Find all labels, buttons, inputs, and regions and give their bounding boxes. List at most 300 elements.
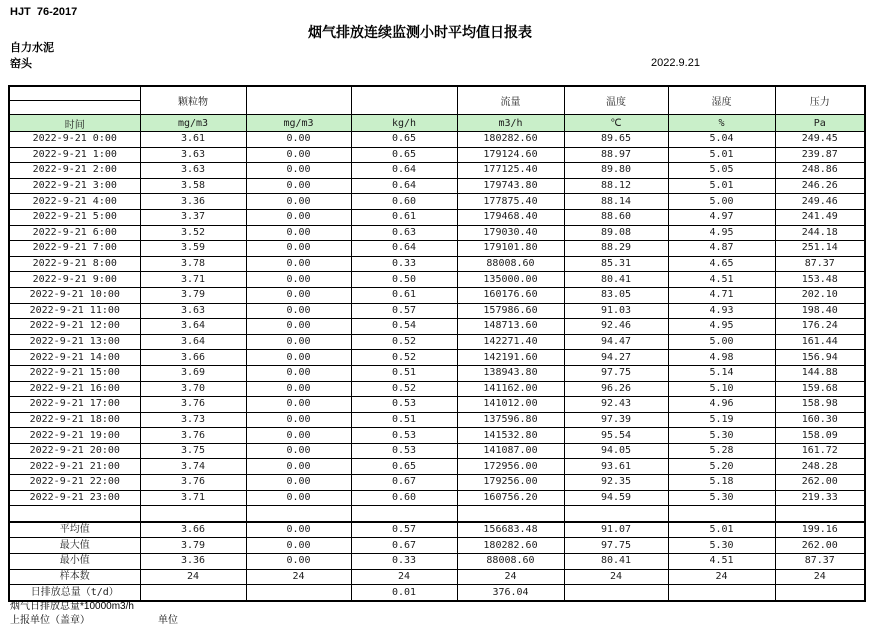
cell-value: 3.69 xyxy=(140,365,246,381)
cell-value: 0.00 xyxy=(246,256,351,272)
cell-value: 91.03 xyxy=(564,303,668,319)
cell-value: 135000.00 xyxy=(457,272,564,288)
cell-value: 4.71 xyxy=(668,287,775,303)
cell-value: 0.51 xyxy=(351,365,457,381)
cell-value: 80.41 xyxy=(564,554,668,570)
header-corner-cell xyxy=(9,86,140,115)
cell-time: 2022-9-21 9:00 xyxy=(9,272,140,288)
cell-value: 0.67 xyxy=(351,538,457,554)
table-row xyxy=(9,163,865,179)
table-row xyxy=(9,365,865,381)
cell-value: 0.00 xyxy=(246,475,351,491)
cell-value: 179743.80 xyxy=(457,178,564,194)
cell-value: 141532.80 xyxy=(457,428,564,444)
cell-value: 92.46 xyxy=(564,319,668,335)
cell-value: 179124.60 xyxy=(457,147,564,163)
cell-value: 88008.60 xyxy=(457,554,564,570)
cell-time: 2022-9-21 8:00 xyxy=(9,256,140,272)
cell-value: 179030.40 xyxy=(457,225,564,241)
cell-value: 0.00 xyxy=(246,334,351,350)
cell-time: 2022-9-21 23:00 xyxy=(9,490,140,506)
table-row xyxy=(9,459,865,475)
cell-value: 4.51 xyxy=(668,272,775,288)
cell-time: 2022-9-21 11:00 xyxy=(9,303,140,319)
cell-value: 172956.00 xyxy=(457,459,564,475)
table-row xyxy=(9,256,865,272)
header-blank-2 xyxy=(351,86,457,115)
cell-value: 198.40 xyxy=(775,303,865,319)
cell-value: 0.00 xyxy=(246,350,351,366)
header-particulate: 颗粒物 xyxy=(140,86,246,115)
cell-value: 3.78 xyxy=(140,256,246,272)
cell-time: 2022-9-21 2:00 xyxy=(9,163,140,179)
cell-value: 87.37 xyxy=(775,256,865,272)
cell-value: 251.14 xyxy=(775,241,865,257)
cell-value: 89.65 xyxy=(564,132,668,148)
cell-value: 0.52 xyxy=(351,334,457,350)
cell-value: 88008.60 xyxy=(457,256,564,272)
cell-value: 3.76 xyxy=(140,428,246,444)
cell-value: 0.52 xyxy=(351,350,457,366)
table-row xyxy=(9,381,865,397)
cell-time: 2022-9-21 10:00 xyxy=(9,287,140,303)
spacer-cell xyxy=(775,506,865,522)
cell-value: 4.87 xyxy=(668,241,775,257)
cell-value: 262.00 xyxy=(775,538,865,554)
cell-value: 4.95 xyxy=(668,319,775,335)
cell-time: 2022-9-21 3:00 xyxy=(9,178,140,194)
cell-value xyxy=(775,585,865,601)
summary-label: 最大值 xyxy=(9,538,140,554)
cell-value: 141012.00 xyxy=(457,397,564,413)
header-corner-bottom xyxy=(10,101,140,114)
cell-value: 179101.80 xyxy=(457,241,564,257)
cell-time: 2022-9-21 15:00 xyxy=(9,365,140,381)
table-row xyxy=(9,334,865,350)
cell-value: 0.33 xyxy=(351,256,457,272)
report-table xyxy=(8,85,866,602)
cell-value: 0.00 xyxy=(246,459,351,475)
standard-code: HJT 76-2017 xyxy=(10,6,78,18)
cell-value: 5.00 xyxy=(668,334,775,350)
cell-value: 0.65 xyxy=(351,459,457,475)
cell-value: 4.51 xyxy=(668,554,775,570)
table-row xyxy=(9,443,865,459)
cell-value: 158.98 xyxy=(775,397,865,413)
cell-value: 4.65 xyxy=(668,256,775,272)
cell-value: 5.19 xyxy=(668,412,775,428)
cell-time: 2022-9-21 12:00 xyxy=(9,319,140,335)
cell-value: 0.57 xyxy=(351,303,457,319)
cell-time: 2022-9-21 18:00 xyxy=(9,412,140,428)
cell-value: 80.41 xyxy=(564,272,668,288)
cell-value: 180282.60 xyxy=(457,538,564,554)
cell-value: 3.74 xyxy=(140,459,246,475)
page-title: 烟气排放连续监测小时平均值日报表 xyxy=(308,24,532,40)
cell-value: 0.65 xyxy=(351,147,457,163)
cell-value: 3.36 xyxy=(140,554,246,570)
header-flow: 流量 xyxy=(457,86,564,115)
cell-value: 89.08 xyxy=(564,225,668,241)
table-row xyxy=(9,554,865,570)
cell-value: 248.28 xyxy=(775,459,865,475)
cell-value: 0.00 xyxy=(246,132,351,148)
table-row xyxy=(9,178,865,194)
spacer-cell xyxy=(140,506,246,522)
cell-value: 3.79 xyxy=(140,287,246,303)
cell-value: 0.67 xyxy=(351,475,457,491)
cell-value: 5.01 xyxy=(668,178,775,194)
cell-value: 5.00 xyxy=(668,194,775,210)
cell-value: 246.26 xyxy=(775,178,865,194)
unit-percent: % xyxy=(668,115,775,132)
cell-value: 5.30 xyxy=(668,490,775,506)
cell-value: 4.97 xyxy=(668,209,775,225)
cell-value: 161.72 xyxy=(775,443,865,459)
cell-time: 2022-9-21 1:00 xyxy=(9,147,140,163)
cell-time: 2022-9-21 20:00 xyxy=(9,443,140,459)
cell-value: 0.60 xyxy=(351,490,457,506)
cell-value: 176.24 xyxy=(775,319,865,335)
cell-value: 94.05 xyxy=(564,443,668,459)
unit-mg-m3-1: mg/m3 xyxy=(140,115,246,132)
cell-value: 0.00 xyxy=(246,147,351,163)
cell-value: 5.18 xyxy=(668,475,775,491)
header-pressure: 压力 xyxy=(775,86,865,115)
cell-value: 0.54 xyxy=(351,319,457,335)
cell-time: 2022-9-21 4:00 xyxy=(9,194,140,210)
cell-value: 0.00 xyxy=(246,194,351,210)
cell-time: 2022-9-21 14:00 xyxy=(9,350,140,366)
cell-value: 249.45 xyxy=(775,132,865,148)
cell-value: 3.71 xyxy=(140,490,246,506)
cell-value xyxy=(668,585,775,601)
spacer-cell xyxy=(351,506,457,522)
table-row xyxy=(9,585,865,601)
cell-value: 4.96 xyxy=(668,397,775,413)
cell-value: 24 xyxy=(564,569,668,585)
cell-value: 3.63 xyxy=(140,163,246,179)
cell-value: 153.48 xyxy=(775,272,865,288)
summary-label: 平均值 xyxy=(9,522,140,538)
table-row xyxy=(9,272,865,288)
flue-gas-total-note: 烟气日排放总量*10000m3/h xyxy=(10,601,134,612)
cell-time: 2022-9-21 21:00 xyxy=(9,459,140,475)
cell-value: 88.60 xyxy=(564,209,668,225)
cell-value: 0.00 xyxy=(246,163,351,179)
cell-value: 5.05 xyxy=(668,163,775,179)
cell-value: 0.64 xyxy=(351,241,457,257)
cell-value: 0.53 xyxy=(351,428,457,444)
cell-value: 0.60 xyxy=(351,194,457,210)
cell-value: 0.00 xyxy=(246,397,351,413)
table-row xyxy=(9,475,865,491)
cell-value: 0.64 xyxy=(351,178,457,194)
cell-value: 24 xyxy=(668,569,775,585)
cell-value: 0.61 xyxy=(351,209,457,225)
cell-value: 239.87 xyxy=(775,147,865,163)
unit-pa: Pa xyxy=(775,115,865,132)
cell-value: 0.00 xyxy=(246,538,351,554)
cell-value: 262.00 xyxy=(775,475,865,491)
summary-label: 日排放总量（t/d） xyxy=(9,585,140,601)
cell-value: 0.61 xyxy=(351,287,457,303)
cell-value: 0.65 xyxy=(351,132,457,148)
cell-value: 94.27 xyxy=(564,350,668,366)
cell-value: 0.00 xyxy=(246,428,351,444)
cell-value: 0.00 xyxy=(246,303,351,319)
cell-value: 0.00 xyxy=(246,272,351,288)
cell-value: 92.35 xyxy=(564,475,668,491)
cell-value: 4.93 xyxy=(668,303,775,319)
cell-value: 0.00 xyxy=(246,443,351,459)
reporting-unit-label: 上报单位（盖章） xyxy=(10,615,90,626)
cell-value: 177875.40 xyxy=(457,194,564,210)
cell-value: 97.39 xyxy=(564,412,668,428)
cell-value: 24 xyxy=(351,569,457,585)
cell-value xyxy=(564,585,668,601)
table-row xyxy=(9,132,865,148)
spacer-cell xyxy=(9,506,140,522)
table-row xyxy=(9,194,865,210)
table-row xyxy=(9,412,865,428)
table-row xyxy=(9,287,865,303)
cell-value: 5.30 xyxy=(668,428,775,444)
cell-value: 179256.00 xyxy=(457,475,564,491)
cell-value: 0.00 xyxy=(246,490,351,506)
cell-value: 93.61 xyxy=(564,459,668,475)
cell-value: 244.18 xyxy=(775,225,865,241)
cell-value: 137596.80 xyxy=(457,412,564,428)
cell-value: 97.75 xyxy=(564,538,668,554)
table-row xyxy=(9,209,865,225)
cell-value: 89.80 xyxy=(564,163,668,179)
table-row xyxy=(9,569,865,585)
cell-value xyxy=(246,585,351,601)
cell-value: 0.00 xyxy=(246,225,351,241)
cell-value: 160176.60 xyxy=(457,287,564,303)
cell-value: 3.37 xyxy=(140,209,246,225)
unit-mg-m3-2: mg/m3 xyxy=(246,115,351,132)
cell-value: 248.86 xyxy=(775,163,865,179)
table-row xyxy=(9,350,865,366)
cell-value: 0.63 xyxy=(351,225,457,241)
summary-label: 样本数 xyxy=(9,569,140,585)
cell-value: 3.61 xyxy=(140,132,246,148)
units-header-row xyxy=(9,115,865,132)
cell-value: 0.52 xyxy=(351,381,457,397)
cell-value: 141087.00 xyxy=(457,443,564,459)
cell-value: 158.09 xyxy=(775,428,865,444)
cell-value: 142191.60 xyxy=(457,350,564,366)
cell-value: 0.01 xyxy=(351,585,457,601)
cell-value: 3.58 xyxy=(140,178,246,194)
cell-value: 0.00 xyxy=(246,381,351,397)
cell-value: 3.79 xyxy=(140,538,246,554)
cell-value: 3.52 xyxy=(140,225,246,241)
cell-value: 202.10 xyxy=(775,287,865,303)
cell-value: 5.01 xyxy=(668,147,775,163)
header-time: 时间 xyxy=(9,115,140,132)
cell-value: 376.04 xyxy=(457,585,564,601)
cell-value: 87.37 xyxy=(775,554,865,570)
cell-value: 3.76 xyxy=(140,475,246,491)
unit-m3-h: m3/h xyxy=(457,115,564,132)
cell-value: 88.14 xyxy=(564,194,668,210)
cell-value xyxy=(140,585,246,601)
cell-value: 0.00 xyxy=(246,522,351,538)
cell-value: 88.12 xyxy=(564,178,668,194)
cell-value: 219.33 xyxy=(775,490,865,506)
table-row xyxy=(9,428,865,444)
cell-value: 3.63 xyxy=(140,303,246,319)
cell-value: 144.88 xyxy=(775,365,865,381)
table-row xyxy=(9,319,865,335)
cell-value: 160756.20 xyxy=(457,490,564,506)
table-row xyxy=(9,490,865,506)
cell-value: 91.07 xyxy=(564,522,668,538)
cell-time: 2022-9-21 13:00 xyxy=(9,334,140,350)
cell-value: 0.50 xyxy=(351,272,457,288)
cell-value: 0.00 xyxy=(246,209,351,225)
cell-value: 5.28 xyxy=(668,443,775,459)
summary-label: 最小值 xyxy=(9,554,140,570)
cell-value: 0.00 xyxy=(246,412,351,428)
cell-value: 5.01 xyxy=(668,522,775,538)
cell-value: 24 xyxy=(140,569,246,585)
table-row xyxy=(9,225,865,241)
table-row xyxy=(9,522,865,538)
cell-value: 3.70 xyxy=(140,381,246,397)
cell-value: 159.68 xyxy=(775,381,865,397)
cell-value: 0.00 xyxy=(246,319,351,335)
cell-value: 4.98 xyxy=(668,350,775,366)
cell-value: 94.47 xyxy=(564,334,668,350)
cell-value: 0.33 xyxy=(351,554,457,570)
cell-value: 3.73 xyxy=(140,412,246,428)
cell-value: 3.64 xyxy=(140,334,246,350)
cell-value: 241.49 xyxy=(775,209,865,225)
cell-value: 138943.80 xyxy=(457,365,564,381)
cell-value: 3.63 xyxy=(140,147,246,163)
spacer-cell xyxy=(668,506,775,522)
table-row xyxy=(9,397,865,413)
cell-time: 2022-9-21 6:00 xyxy=(9,225,140,241)
cell-value: 180282.60 xyxy=(457,132,564,148)
cell-value: 0.00 xyxy=(246,241,351,257)
cell-value: 0.00 xyxy=(246,178,351,194)
spacer-row xyxy=(9,506,865,522)
cell-value: 3.66 xyxy=(140,522,246,538)
cell-value: 5.04 xyxy=(668,132,775,148)
cell-value: 5.30 xyxy=(668,538,775,554)
report-date: 2022.9.21 xyxy=(651,57,700,69)
cell-value: 0.00 xyxy=(246,287,351,303)
table-row xyxy=(9,538,865,554)
company-name: 自力水泥 xyxy=(10,42,54,54)
header-blank-1 xyxy=(246,86,351,115)
cell-value: 3.36 xyxy=(140,194,246,210)
cell-value: 199.16 xyxy=(775,522,865,538)
cell-value: 156683.48 xyxy=(457,522,564,538)
cell-value: 161.44 xyxy=(775,334,865,350)
cell-value: 0.53 xyxy=(351,443,457,459)
cell-value: 0.51 xyxy=(351,412,457,428)
cell-value: 3.76 xyxy=(140,397,246,413)
table-row xyxy=(9,241,865,257)
cell-value: 24 xyxy=(246,569,351,585)
cell-time: 2022-9-21 5:00 xyxy=(9,209,140,225)
spacer-cell xyxy=(246,506,351,522)
cell-value: 160.30 xyxy=(775,412,865,428)
cell-value: 88.97 xyxy=(564,147,668,163)
cell-value: 0.64 xyxy=(351,163,457,179)
group-header-row xyxy=(9,86,865,115)
cell-value: 157986.60 xyxy=(457,303,564,319)
cell-time: 2022-9-21 16:00 xyxy=(9,381,140,397)
header-corner-top xyxy=(10,87,140,101)
cell-value: 24 xyxy=(775,569,865,585)
station-name: 窑头 xyxy=(10,58,32,70)
cell-value: 3.59 xyxy=(140,241,246,257)
cell-value: 0.53 xyxy=(351,397,457,413)
unit-kg-h: kg/h xyxy=(351,115,457,132)
cell-value: 97.75 xyxy=(564,365,668,381)
cell-value: 141162.00 xyxy=(457,381,564,397)
cell-value: 5.20 xyxy=(668,459,775,475)
cell-value: 88.29 xyxy=(564,241,668,257)
cell-value: 3.64 xyxy=(140,319,246,335)
cell-value: 95.54 xyxy=(564,428,668,444)
cell-value: 0.00 xyxy=(246,365,351,381)
table-row xyxy=(9,303,865,319)
cell-value: 96.26 xyxy=(564,381,668,397)
cell-value: 92.43 xyxy=(564,397,668,413)
cell-value: 24 xyxy=(457,569,564,585)
cell-value: 177125.40 xyxy=(457,163,564,179)
cell-value: 3.66 xyxy=(140,350,246,366)
unit-label: 单位 xyxy=(158,615,178,626)
data-rows xyxy=(9,132,865,506)
cell-value: 3.71 xyxy=(140,272,246,288)
cell-value: 94.59 xyxy=(564,490,668,506)
cell-time: 2022-9-21 7:00 xyxy=(9,241,140,257)
cell-time: 2022-9-21 17:00 xyxy=(9,397,140,413)
cell-value: 4.95 xyxy=(668,225,775,241)
cell-value: 142271.40 xyxy=(457,334,564,350)
cell-value: 148713.60 xyxy=(457,319,564,335)
cell-value: 83.05 xyxy=(564,287,668,303)
cell-value: 5.10 xyxy=(668,381,775,397)
cell-value: 249.46 xyxy=(775,194,865,210)
cell-value: 0.57 xyxy=(351,522,457,538)
cell-time: 2022-9-21 0:00 xyxy=(9,132,140,148)
header-temperature: 温度 xyxy=(564,86,668,115)
cell-value: 85.31 xyxy=(564,256,668,272)
cell-value: 3.75 xyxy=(140,443,246,459)
table-row xyxy=(9,147,865,163)
header-humidity: 湿度 xyxy=(668,86,775,115)
cell-value: 179468.40 xyxy=(457,209,564,225)
spacer-cell xyxy=(564,506,668,522)
cell-value: 0.00 xyxy=(246,554,351,570)
spacer-cell xyxy=(457,506,564,522)
cell-time: 2022-9-21 19:00 xyxy=(9,428,140,444)
cell-time: 2022-9-21 22:00 xyxy=(9,475,140,491)
summary-rows xyxy=(9,522,865,601)
cell-value: 5.14 xyxy=(668,365,775,381)
cell-value: 156.94 xyxy=(775,350,865,366)
